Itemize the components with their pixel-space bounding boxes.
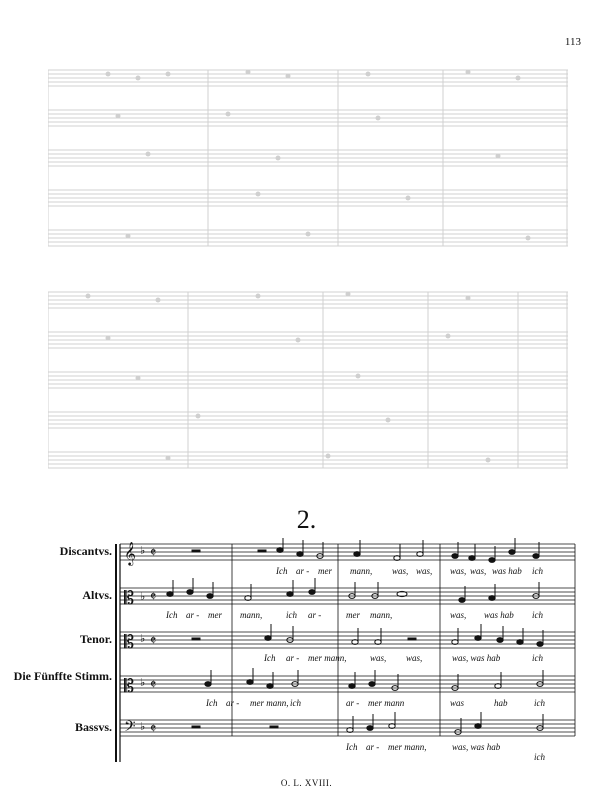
- svg-text:𝄡: 𝄡: [124, 632, 135, 653]
- svg-text:𝄢: 𝄢: [124, 718, 136, 739]
- page-footer: O. L. XVIII.: [280, 778, 333, 788]
- lyric-syllable: mann,: [350, 566, 373, 576]
- svg-text:𝄵: 𝄵: [150, 721, 157, 737]
- svg-text:𝄵: 𝄵: [150, 633, 157, 649]
- lyric-syllable: was,: [450, 610, 467, 620]
- lyric-syllable: Ich: [206, 698, 218, 708]
- lyric-syllable: ich: [532, 566, 543, 576]
- voice-label-tenor: Tenor.: [79, 632, 112, 646]
- lyric-syllable: was,: [450, 566, 467, 576]
- lyric-syllable: ich: [532, 653, 543, 663]
- lyric-syllable: ich: [290, 698, 301, 708]
- lyric-syllable: Ich: [346, 742, 358, 752]
- lyric-syllable: Ich: [264, 653, 276, 663]
- lyric-syllable: was hab: [484, 610, 514, 620]
- faded-music-system-1: [48, 60, 568, 270]
- svg-text:♭: ♭: [140, 590, 146, 603]
- svg-text:𝄡: 𝄡: [124, 588, 135, 609]
- lyric-syllable: mer: [346, 610, 360, 620]
- lyric-syllable: mer mann,: [308, 653, 347, 663]
- lyric-syllable: was,: [392, 566, 409, 576]
- lyric-syllable: hab: [494, 698, 508, 708]
- lyric-syllable: ar -: [286, 653, 300, 663]
- lyric-syllable: ich: [286, 610, 297, 620]
- lyric-syllable: mer: [208, 610, 222, 620]
- lyric-syllable: ich: [532, 610, 543, 620]
- lyric-syllable: mann,: [370, 610, 393, 620]
- faded-music-system-2: [48, 282, 568, 492]
- lyric-syllable: was, was hab: [452, 653, 501, 663]
- lyric-syllable: ar -: [226, 698, 240, 708]
- lyric-syllable: ich: [534, 752, 545, 762]
- svg-text:𝄞: 𝄞: [124, 541, 136, 565]
- lyric-syllable: was hab: [492, 566, 522, 576]
- lyric-syllable: was,: [416, 566, 433, 576]
- lyric-syllable: Ich: [166, 610, 178, 620]
- lyric-syllable: ar -: [296, 566, 310, 576]
- section-number: 2.: [296, 505, 317, 534]
- svg-text:𝄵: 𝄵: [150, 677, 157, 693]
- lyric-syllable: ar -: [366, 742, 380, 752]
- lyric-syllable: mer mann,: [250, 698, 289, 708]
- svg-text:♭: ♭: [140, 720, 146, 733]
- voice-label-bassus: Bassvs.: [74, 720, 112, 734]
- lyric-syllable: was,: [370, 653, 387, 663]
- lyric-syllable: ar -: [186, 610, 200, 620]
- lyric-syllable: was,: [406, 653, 423, 663]
- lyric-syllable: Ich: [276, 566, 288, 576]
- svg-text:𝄵: 𝄵: [150, 545, 157, 561]
- lyric-syllable: mer mann,: [388, 742, 427, 752]
- voice-label-altus: Altvs.: [82, 588, 112, 602]
- svg-text:𝄵: 𝄵: [150, 589, 157, 605]
- svg-text:𝄡: 𝄡: [124, 676, 135, 697]
- voice-label-discantus: Discantvs.: [59, 544, 112, 558]
- lyric-syllable: was: [450, 698, 465, 708]
- score-system: [0, 538, 613, 768]
- lyric-syllable: mann,: [240, 610, 263, 620]
- svg-text:♭: ♭: [140, 676, 146, 689]
- lyric-syllable: was, was hab: [452, 742, 501, 752]
- lyric-syllable: mer mann: [368, 698, 405, 708]
- lyric-syllable: mer: [318, 566, 332, 576]
- svg-text:♭: ♭: [140, 632, 146, 645]
- lyric-syllable: ar -: [308, 610, 322, 620]
- lyric-syllable: ich: [534, 698, 545, 708]
- lyric-syllable: ar -: [346, 698, 360, 708]
- page-number: 113: [564, 36, 581, 48]
- voice-label-fuenffte-stimm: Die Fünffte Stimm.: [13, 669, 112, 683]
- svg-text:♭: ♭: [140, 544, 146, 557]
- lyric-syllable: was,: [470, 566, 487, 576]
